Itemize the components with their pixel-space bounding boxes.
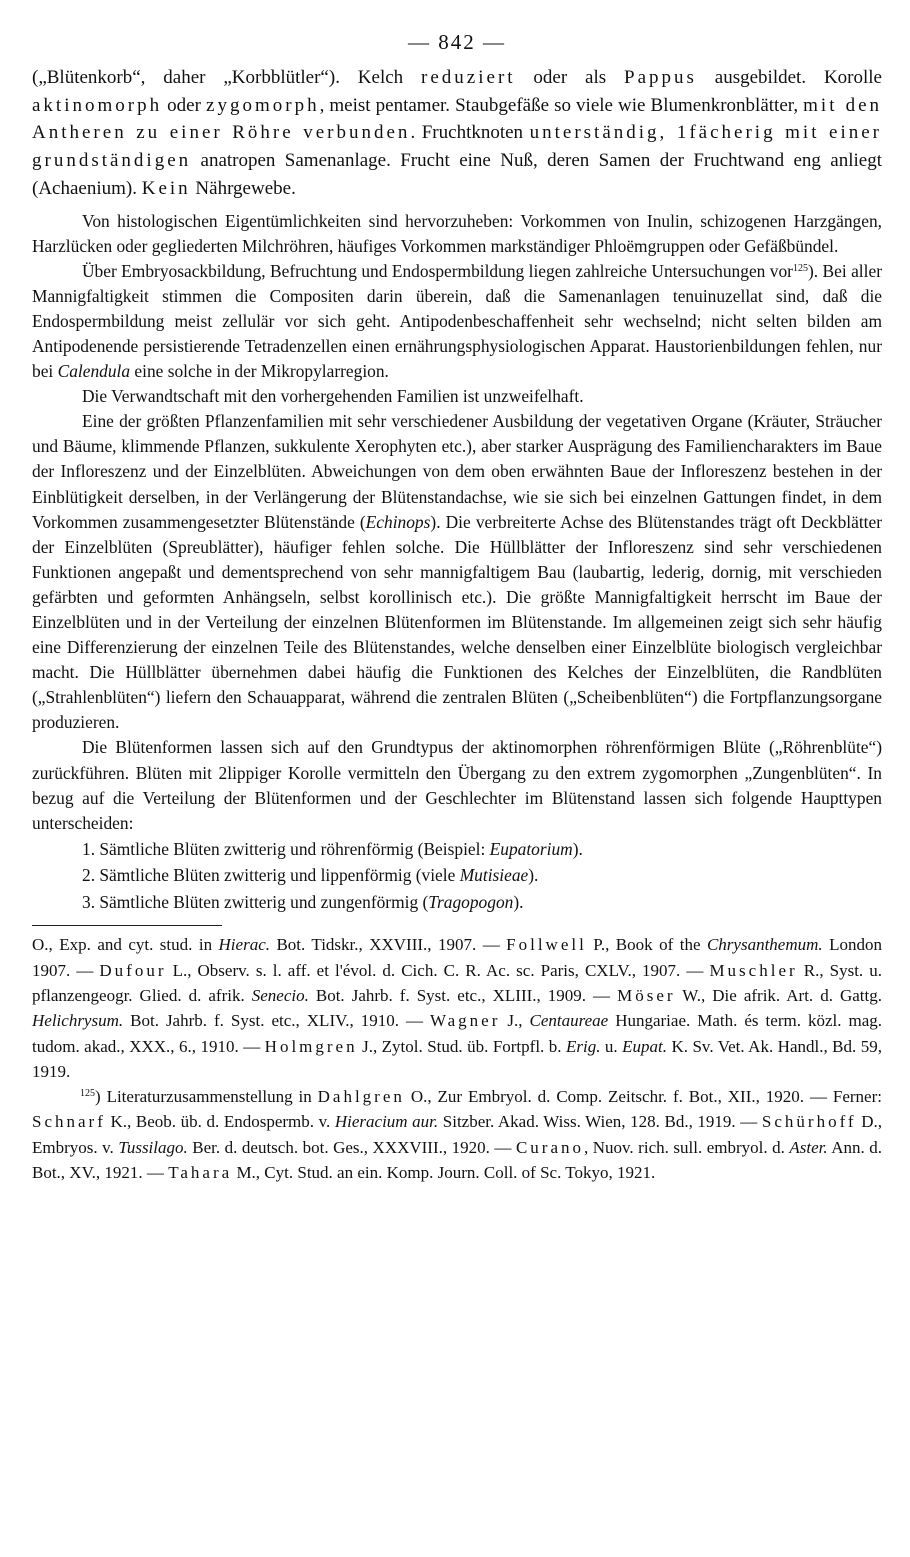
text-span: ). bbox=[528, 865, 539, 886]
text-span: Ann. d. Bot., XV., 1921. — bbox=[32, 1137, 883, 1183]
body-section bbox=[32, 209, 882, 836]
genus-name: Chrysanthemum. bbox=[706, 935, 823, 955]
footnote-number: 125 bbox=[80, 1088, 95, 1100]
text-span: K. Sv. Vet. Ak. Handl., Bd. 59, 1919. bbox=[32, 1036, 882, 1081]
page bbox=[32, 30, 882, 1185]
text-span: ) Literaturzusammenstellung in bbox=[95, 1087, 318, 1107]
text-span: 1. Sämtliche Blüten zwitterig und röhrenförmig (Beispiel: bbox=[82, 838, 490, 859]
histology-paragraph: Von histologischen Eigentümlichkeiten sind hervorzuheben: Vorkommen von Inulin, schizogenen Harzgängen, Harzlücken oder gegliederten Milchröhren, häufiges Vorkommen markständiger Phloëmgruppen oder Gefäßbündel. bbox=[32, 210, 882, 256]
text-span: K., Beob. üb. d. Endospermb. v. bbox=[105, 1112, 335, 1132]
text-span: Eine der größten Pflanzenfamilien mit sehr verschiedener Ausbildung der vegetativen Organe (Kräuter, Sträucher und Bäume, klimmende Pflanzen, sukkulente Xerophyten etc.), aber starker Ausprägung des Familiencharakters im Baue der Infloreszenz und der Einzelblüten. Abweichungen von dem oben erwähnten Baue der Infloreszenz bestehen in der Einblütigkeit derselben, in der Verlängerung der Blütenstandachse, wie sie sich bei einzelnen Gattungen findet, in dem Vorkommen zusammengesetzter Blütenstände ( bbox=[32, 411, 882, 532]
text-span: 2. Sämtliche Blüten zwitterig und lippenförmig (viele bbox=[82, 865, 460, 886]
text-span: W., Die afrik. Art. d. Gattg. bbox=[675, 985, 882, 1005]
genus-name: Mutisieae bbox=[459, 865, 529, 886]
text-span: anatropen Samenanlage. Frucht eine Nuß, deren Samen der Fruchtwand eng anliegt (Achaenium). bbox=[32, 150, 882, 199]
genus-name: Eupatorium bbox=[489, 838, 573, 859]
spaced-term: unterständig, 1fächerig mit einer grundständigen bbox=[32, 122, 882, 172]
spaced-term: Kein bbox=[141, 177, 191, 199]
genus-name: Tragopogon bbox=[428, 891, 514, 912]
text-span: Sitzber. Akad. Wiss. Wien, 128. Bd., 1919. — bbox=[438, 1112, 762, 1132]
text-span: P., Book of the bbox=[586, 935, 707, 955]
author-name: Dufour bbox=[99, 960, 167, 980]
relation-paragraph: Die Verwandtschaft mit den vorhergehenden Familien ist unzweifelhaft. bbox=[82, 386, 584, 407]
footnote-125 bbox=[32, 1084, 882, 1185]
footnote-ref: 125 bbox=[792, 262, 808, 274]
text-span: , meist pentamer. Staubgefäße so viele wie Blumenkronblätter, bbox=[319, 94, 804, 116]
text-span: M., Cyt. Stud. an ein. Komp. Journ. Coll. of Sc. Tokyo, 1921. bbox=[232, 1163, 656, 1183]
family-paragraph bbox=[32, 409, 882, 735]
author-name: Tahara bbox=[168, 1163, 233, 1183]
text-span: ). bbox=[513, 891, 524, 912]
text-span: eine solche in der Mikropylarregion. bbox=[130, 361, 389, 382]
text-span: R., Syst. u. pflanzengeogr. Glied. d. afrik. bbox=[32, 960, 882, 1005]
genus-name: Senecio. bbox=[251, 985, 309, 1005]
genus-name: Calendula bbox=[57, 361, 131, 382]
text-span: Ber. d. deutsch. bot. Ges., XXXVIII., 1920. — bbox=[187, 1137, 516, 1157]
intro-section bbox=[32, 64, 882, 203]
genus-name: Erig. bbox=[565, 1036, 601, 1056]
text-span: oder bbox=[162, 94, 207, 116]
embryo-paragraph bbox=[32, 259, 882, 384]
text-span: O., Zur Embryol. d. Comp. Zeitschr. f. Bot., XII., 1920. — Ferner: bbox=[404, 1087, 882, 1107]
text-span: Nährgewebe. bbox=[190, 177, 296, 199]
text-span: , Nuov. rich. sull. embryol. d. bbox=[583, 1137, 790, 1157]
genus-name: Eupat. bbox=[622, 1036, 668, 1056]
forms-paragraph: Die Blütenformen lassen sich auf den Grundtypus der aktinomorphen röhrenförmigen Blüte („Röhrenblüte“) zurückführen. Blüten mit 2lippiger Korolle vermitteln den Übergang zu den extrem zygomorphen „Zungenblüten“. In bezug auf die Verteilung der Blütenformen und der Geschlechter im Blütenstand lassen sich folgende Haupttypen unterscheiden: bbox=[32, 737, 882, 833]
text-span: . Fruchtknoten bbox=[410, 122, 530, 144]
author-name: Dahlgren bbox=[317, 1087, 405, 1107]
genus-name: Aster. bbox=[789, 1137, 828, 1157]
text-span: London 1907. — bbox=[32, 935, 882, 980]
author-name: Schnarf bbox=[32, 1112, 106, 1132]
genus-name: Tussilago. bbox=[118, 1137, 188, 1157]
genus-name: Echinops bbox=[365, 511, 431, 532]
text-span: ). Die verbreiterte Achse des Blütenstandes trägt oft Deckblätter der Einzelblüten (Spreublätter), häufiger fehlen solche. Die Hüllblätter der Infloreszenz sind sehr verschiedenen Funktionen angepaßt und dementsprechend von sehr mannigfaltigem Bau (laubartig, lederig, dornig, mit verschieden gefärbten und geformten Anhängseln, selbst korollinisch etc.). Die größte Mannigfaltigkeit herrscht im Baue der Einzelblüten und in der Verteilung der einzelnen Blütenformen im Blütenstande. Im allgemeinen zeigt sich sehr häufig eine Differenzierung der einzelnen Teile des Blütenstandes, welche denselben einer Einzelblüte biologisch vergleichbar macht. Die Hüllblätter übernehmen dabei häufig die Funktionen des Kelches der Einzelblüten, die Randblüten („Strahlenblüten“) liefern den Schauapparat, während die zentralen Blüten („Scheibenblüten“) die Fortpflanzungsorgane produzieren. bbox=[32, 511, 882, 733]
text-span: Bot. Jahrb. f. Syst. etc., XLIV., 1910. — bbox=[123, 1011, 430, 1031]
type-list bbox=[32, 836, 882, 916]
text-span: u. bbox=[600, 1036, 623, 1056]
text-span: L., Observ. s. l. aff. et l'évol. d. Cich. C. R. Ac. sc. Paris, CXLV., 1907. — bbox=[166, 960, 710, 980]
spaced-term: mit den Antheren zu einer Röhre verbunden bbox=[32, 94, 883, 144]
spaced-term: reduziert bbox=[421, 67, 516, 88]
footnote-continued bbox=[32, 932, 882, 1084]
text-span: 3. Sämtliche Blüten zwitterig und zungenförmig ( bbox=[82, 891, 429, 912]
author-name: Holmgren bbox=[264, 1036, 358, 1056]
spaced-term: aktinomorph bbox=[32, 94, 163, 116]
text-span: Bot. Tidskr., XXVIII., 1907. — bbox=[270, 935, 507, 955]
list-item bbox=[82, 889, 882, 916]
text-span: oder als bbox=[515, 67, 625, 88]
author-name: Möser bbox=[617, 985, 676, 1005]
spaced-term: Pappus bbox=[624, 67, 697, 88]
author-name: Muschler bbox=[709, 960, 798, 980]
text-span: ausgebildet. Korolle bbox=[696, 67, 882, 88]
author-name: Schürhoff bbox=[761, 1112, 857, 1132]
genus-name: Centaureae bbox=[529, 1011, 609, 1031]
text-span: ). bbox=[572, 838, 583, 859]
genus-name: Helichrysum. bbox=[32, 1011, 124, 1031]
text-span: ). Bei aller Mannigfaltigkeit stimmen die Compositen darin überein, daß die Samenanlagen tenuinuzellat sind, daß die Endospermbildung meist zellulär vor sich geht. Antipodenbeschaffenheit sehr wechselnd; nicht selten bilden am Antipodenende persistierende Tetradenzellen einen ernährungsphysiologischen Apparat. Haustorienbildungen fehlen, nur bei bbox=[32, 260, 882, 382]
author-name: Wagner bbox=[429, 1011, 501, 1031]
page-number: — 842 — bbox=[408, 30, 506, 54]
text-span: J., bbox=[500, 1011, 530, 1031]
author-name: Follwell bbox=[506, 935, 587, 955]
text-span: J., Zytol. Stud. üb. Fortpfl. b. bbox=[357, 1036, 566, 1056]
text-span: Bot. Jahrb. f. Syst. etc., XLIII., 1909. — bbox=[308, 985, 618, 1005]
footnotes bbox=[32, 932, 882, 1185]
footnote-divider bbox=[32, 925, 222, 926]
text-span: Über Embryosackbildung, Befruchtung und Endospermbildung liegen zahlreiche Untersuchungen vor bbox=[82, 260, 793, 281]
text-span: Hungariae. Math. és term. közl. mag. tudom. akad., XXX., 6., 1910. — bbox=[32, 1011, 882, 1056]
author-name: Curano bbox=[515, 1137, 584, 1157]
spaced-term: zygomorph bbox=[206, 94, 320, 116]
list-item bbox=[82, 836, 882, 863]
text-span: D., Embryos. v. bbox=[32, 1112, 882, 1157]
intro-paragraph bbox=[32, 64, 882, 203]
text-span: („Blütenkorb“, daher „Korbblütler“). Kelch bbox=[32, 67, 422, 88]
genus-name: Hierac. bbox=[218, 935, 270, 955]
list-item bbox=[82, 862, 882, 889]
genus-name: Hieracium aur. bbox=[334, 1112, 439, 1132]
text-span: O., Exp. and cyt. stud. in bbox=[32, 935, 219, 955]
